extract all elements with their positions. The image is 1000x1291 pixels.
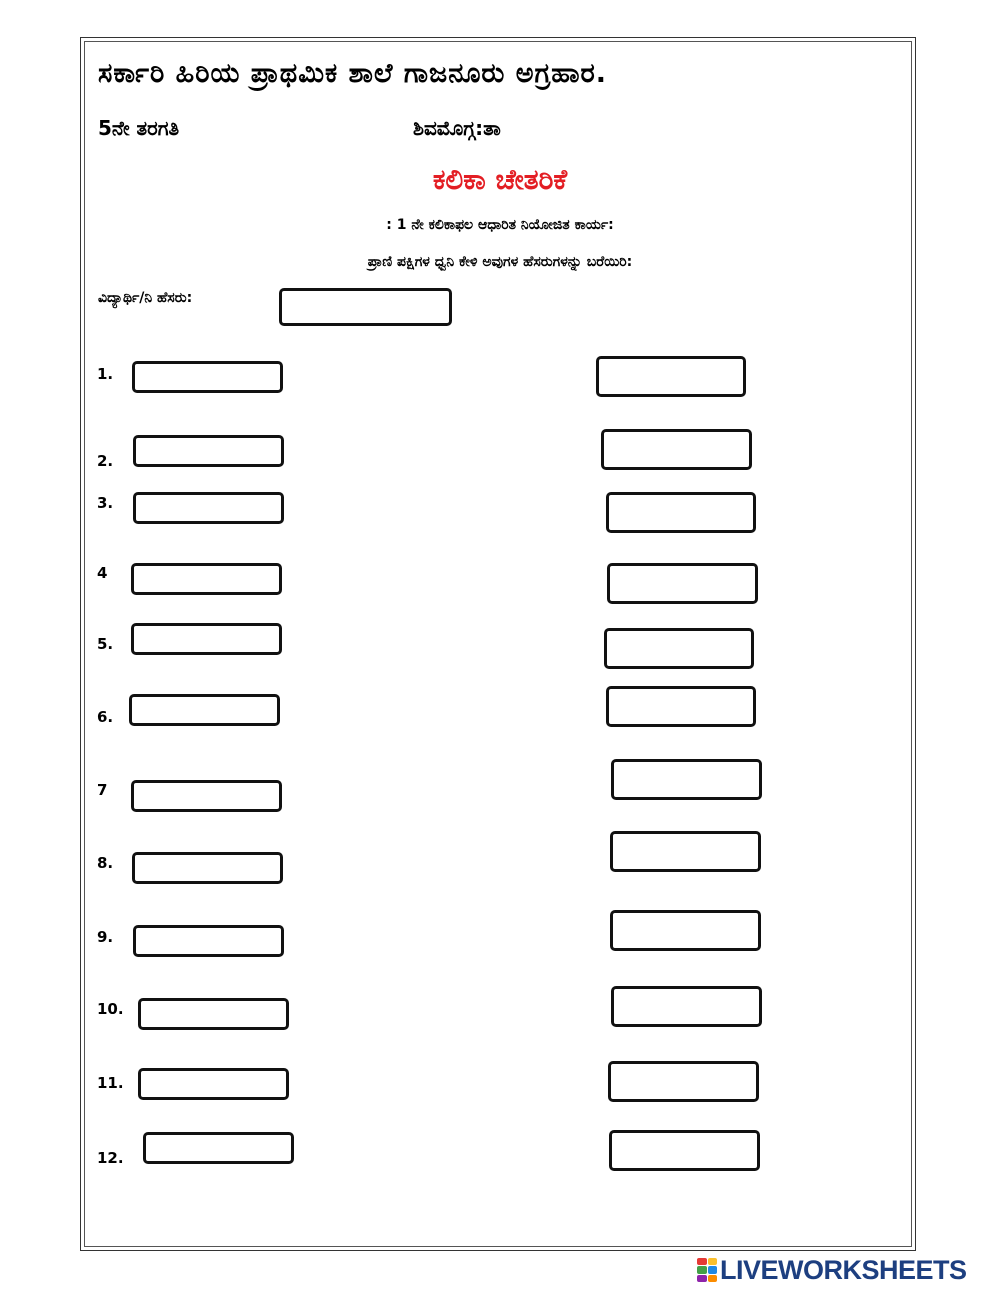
item-number-7: 7 [97, 781, 108, 799]
answer-right-5[interactable] [604, 628, 754, 669]
taluk-label: ಶಿವಮೊಗ್ಗ:ತಾ [413, 116, 501, 140]
answer-left-11[interactable] [138, 1068, 289, 1100]
answer-left-5[interactable] [131, 623, 282, 655]
answer-left-9[interactable] [133, 925, 284, 957]
item-number-10: 10. [97, 1000, 124, 1018]
worksheet-instruction: ಪ್ರಾಣಿ ಪಕ್ಷಿಗಳ ಧ್ವನಿ ಕೇಳಿ ಅವುಗಳ ಹೆಸರುಗಳನ್ನು ಬರೆಯಿರಿ: [367, 254, 633, 270]
answer-right-7[interactable] [611, 759, 762, 800]
item-number-5: 5. [97, 635, 114, 653]
item-number-6: 6. [97, 708, 114, 726]
item-number-12: 12. [97, 1149, 124, 1167]
answer-right-3[interactable] [606, 492, 756, 533]
answer-right-9[interactable] [610, 910, 761, 951]
answer-right-2[interactable] [601, 429, 752, 470]
answer-left-1[interactable] [132, 361, 283, 393]
item-number-4: 4 [97, 564, 108, 582]
class-label: 5ನೇ ತರಗತಿ [98, 116, 180, 140]
student-name-input[interactable] [279, 288, 452, 326]
answer-left-12[interactable] [143, 1132, 294, 1164]
answer-left-8[interactable] [132, 852, 283, 884]
item-number-9: 9. [97, 928, 114, 946]
school-name: ಸರ್ಕಾರಿ ಹಿರಿಯ ಪ್ರಾಥಮಿಕ ಶಾಲೆ ಗಾಜನೂರು ಅಗ್ರಹಾರ. [98, 58, 608, 89]
student-name-label: ವಿದ್ಯಾರ್ಥಿ/ನಿ ಹೆಸರು: [98, 290, 193, 306]
answer-left-7[interactable] [131, 780, 282, 812]
answer-right-6[interactable] [606, 686, 756, 727]
answer-right-10[interactable] [611, 986, 762, 1027]
answer-right-8[interactable] [610, 831, 761, 872]
answer-left-4[interactable] [131, 563, 282, 595]
answer-left-6[interactable] [129, 694, 280, 726]
answer-left-2[interactable] [133, 435, 284, 467]
item-number-1: 1. [97, 365, 114, 383]
liveworksheets-logo-icon [697, 1258, 717, 1282]
item-number-3: 3. [97, 494, 114, 512]
worksheet-subtitle: : 1 ನೇ ಕಲಿಕಾಫಲ ಆಧಾರಿತ ನಿಯೋಜಿತ ಕಾರ್ಯ: [386, 217, 614, 233]
item-number-2: 2. [97, 452, 114, 470]
answer-right-11[interactable] [608, 1061, 759, 1102]
item-number-8: 8. [97, 854, 114, 872]
worksheet-title: ಕಲಿಕಾ ಚೇತರಿಕೆ [432, 163, 568, 196]
answer-left-10[interactable] [138, 998, 289, 1030]
answer-right-4[interactable] [607, 563, 758, 604]
answer-right-1[interactable] [596, 356, 746, 397]
liveworksheets-brand [697, 1256, 967, 1284]
answer-left-3[interactable] [133, 492, 284, 524]
answer-right-12[interactable] [609, 1130, 760, 1171]
brand-name: LIVEWORKSHEETS [720, 1254, 967, 1285]
item-number-11: 11. [97, 1074, 124, 1092]
